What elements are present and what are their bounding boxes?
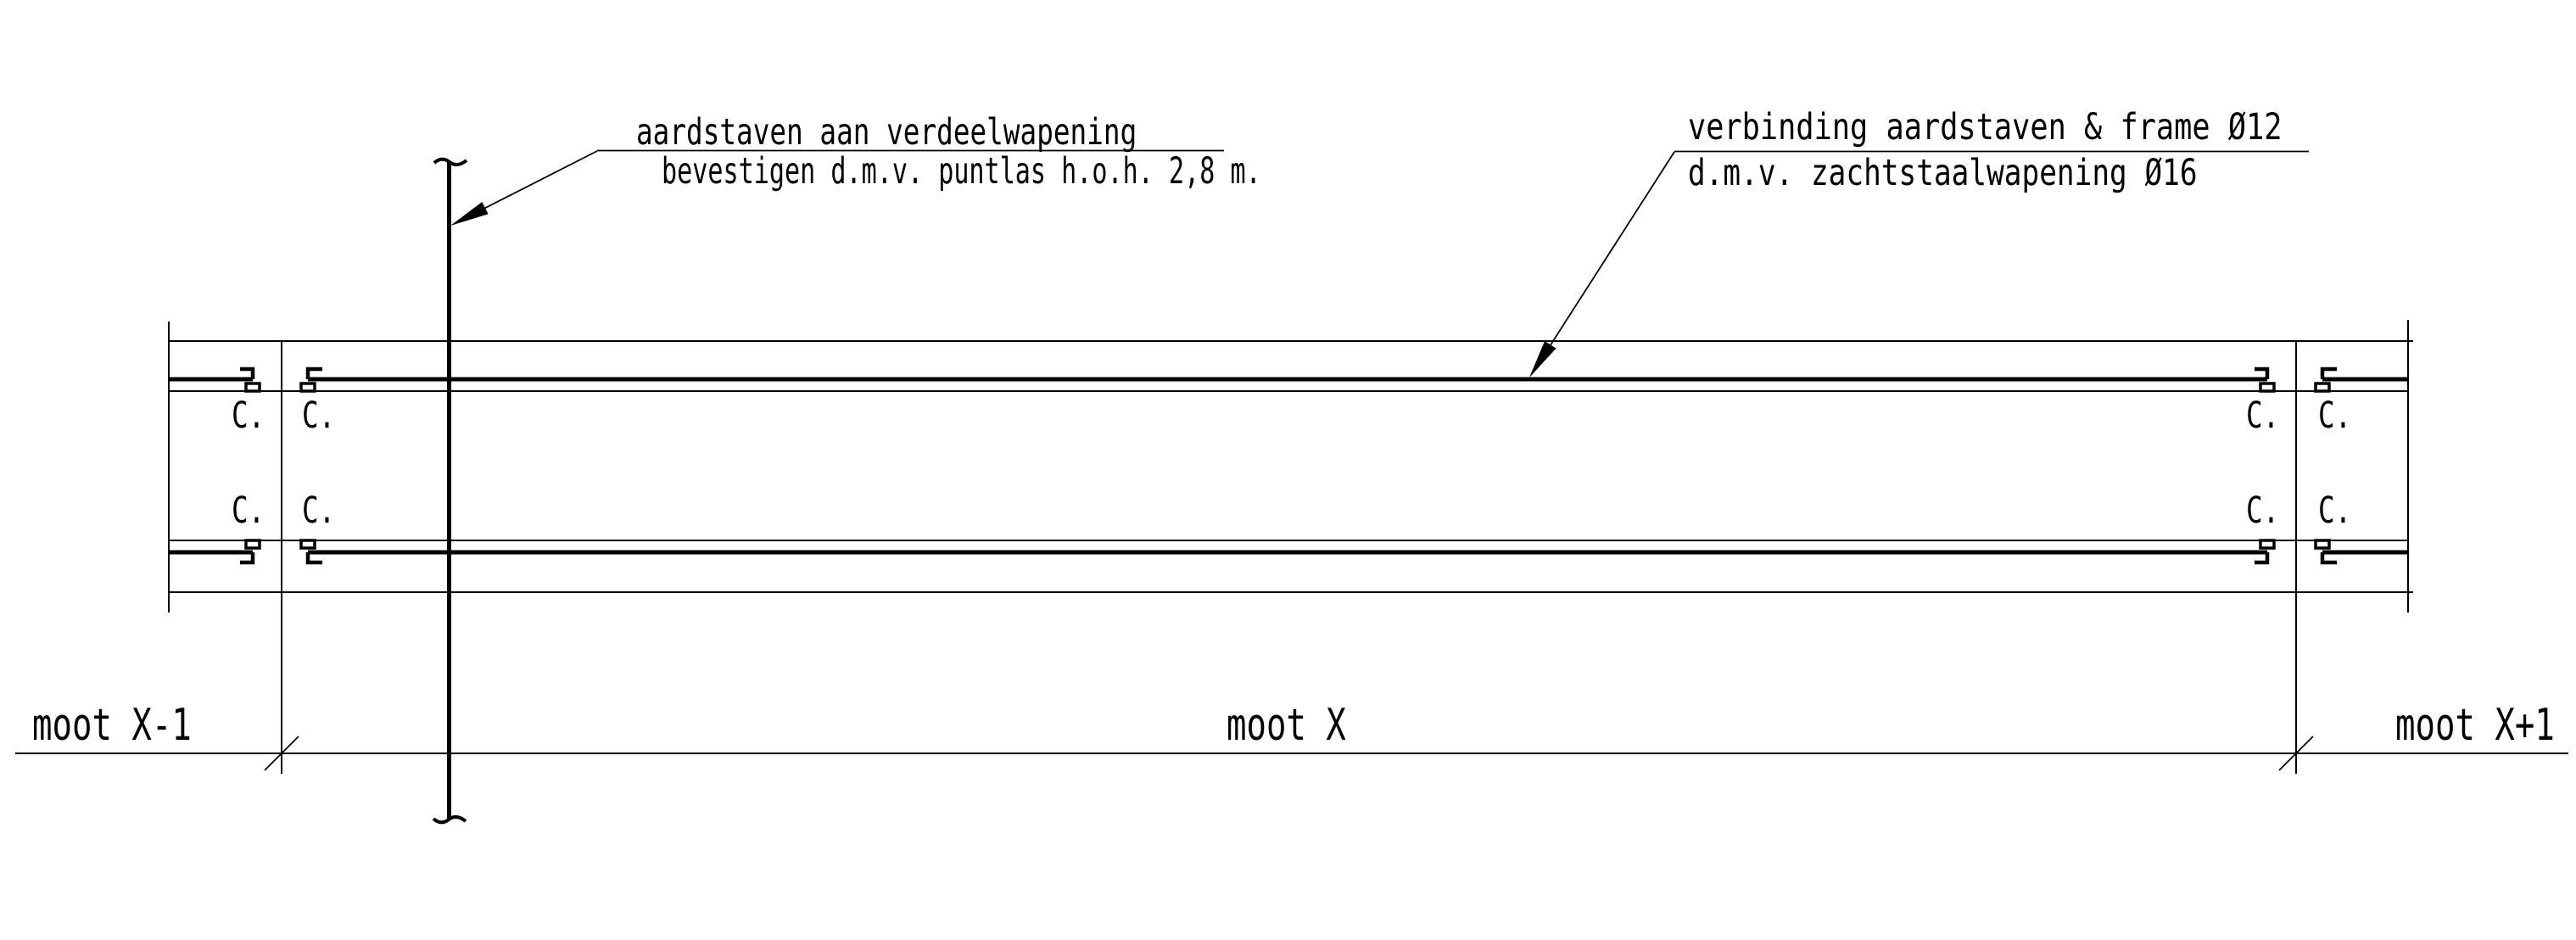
coupler-label-top-left-inner: C. [302,394,336,437]
section-label-moot-x: moot X [1227,700,1346,751]
annotation-frame-connection-line1: verbinding aardstaven & frame Ø12 [1688,106,2283,148]
coupler-label-bottom-right-outer: C. [2318,490,2352,532]
coupler-label-top-right-outer: C. [2318,394,2352,437]
coupler-label-bottom-right-inner: C. [2246,490,2280,532]
earth-rod [433,159,467,823]
slab-outline [169,320,2413,613]
leader-arrow-left [447,202,488,232]
coupler-label-bottom-left-outer: C. [232,490,265,532]
section-label-moot-x-plus-1: moot X+1 [2395,700,2555,751]
coupler-label-top-left-outer: C. [232,394,265,437]
annotation-frame-connection-line2: d.m.v. zachtstaalwapening Ø16 [1688,152,2198,194]
earth-rod-cap-bottom [433,817,466,822]
coupler-label-top-right-inner: C. [2246,394,2280,437]
coupler-label-bottom-left-inner: C. [302,490,336,532]
annotation-earth-rod-line2: bevestigen d.m.v. puntlas h.o.h. 2,8 m. [662,150,1261,193]
earth-rod-cap-top [434,159,467,165]
section-label-moot-x-minus-1: moot X-1 [32,700,192,751]
rebar-hooks [240,369,2337,562]
leader-arrow-right [1523,341,1556,381]
annotation-earth-rod-line1: aardstaven aan verdeelwapening [636,111,1137,154]
